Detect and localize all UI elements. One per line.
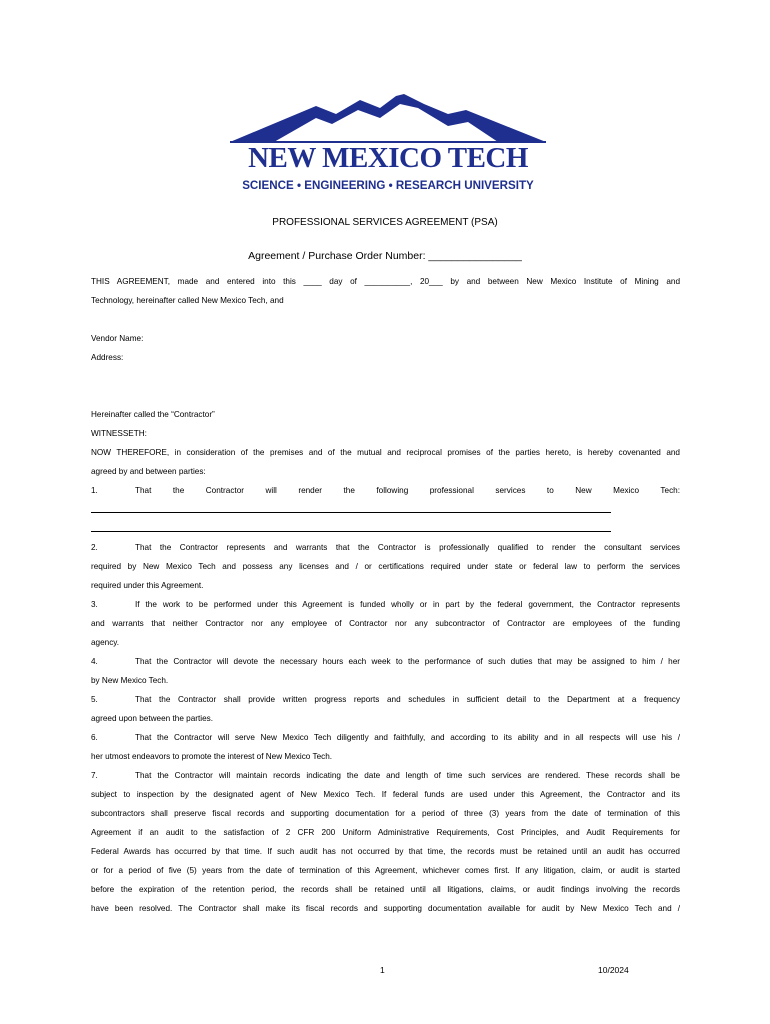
document-title: PROFESSIONAL SERVICES AGREEMENT (PSA) [272,217,498,228]
clause-text: That the Contractor shall provide written progress reports and schedules in sufficient detail to the Department at a frequency [135,695,680,704]
clause-number: 6. [91,733,98,742]
clause-2-line-3: required under this Agreement. [91,581,204,590]
clause-text: That the Contractor will serve New Mexico Tech diligently and faithfully, and according to its ability and in all respects will use his / [135,733,680,742]
hereinafter-line: Hereinafter called the “Contractor” [91,410,215,419]
purchase-order-line: Agreement / Purchase Order Number: ________________ [248,250,522,262]
clause-number: 5. [91,695,98,704]
clause-number: 4. [91,657,98,666]
clause-text: That the Contractor will render the following professional services to New Mexico Tech: [135,486,680,495]
clause-text: If the work to be performed under this Agreement is funded wholly or in part by the federal government, the Contractor represents [135,600,680,609]
logo-wordmark: NEW MEXICO TECH [248,142,528,174]
now-therefore-line-1: NOW THEREFORE, in consideration of the premises and of the mutual and reciprocal promises of the parties hereto, is hereby covenanted and [91,448,680,457]
clause-5 [91,690,680,709]
blank-line [91,512,611,513]
intro-line-1: THIS AGREEMENT, made and entered into this ____ day of __________, 20___ by and between New Mexico Institute of Mining and [91,277,680,286]
logo-tagline: SCIENCE • ENGINEERING • RESEARCH UNIVERSITY [242,179,534,192]
clause-number: 7. [91,771,98,780]
clause-2 [91,538,680,557]
vendor-name-label: Vendor Name: [91,334,144,343]
clause-6 [91,728,680,747]
clause-number: 1. [91,486,98,495]
clause-3 [91,595,680,614]
clause-6-line-2: her utmost endeavors to promote the interest of New Mexico Tech. [91,752,333,761]
intro-line-2: Technology, hereinafter called New Mexico Tech, and [91,296,284,305]
page-number: 1 [380,965,385,975]
clause-text: That the Contractor will maintain records indicating the date and length of time such services are rendered. These records shall be [135,771,680,780]
clause-text: That the Contractor represents and warrants that the Contractor is professionally qualified to render the consultant services [135,543,680,552]
now-therefore-line-2: agreed by and between parties: [91,467,206,476]
clause-7 [91,766,680,785]
witnesseth-heading: WITNESSETH: [91,429,147,438]
clause-7-line-8: have been resolved. The Contractor shall make its fiscal records and supporting documentation available for audit by New Mexico Tech and / [91,904,680,913]
clause-5-line-2: agreed upon between the parties. [91,714,213,723]
clause-7-line-6: or for a period of five (5) years from the date of termination of this Agreement, whichever comes first. If any litigation, claim, or audit is started [91,866,680,875]
revision-date: 10/2024 [598,965,629,975]
clause-7-line-5: Federal Awards has occurred by that time. If such audit has not occurred by that time, the records must be retained until an audit has occurred [91,847,680,856]
nmt-logo [228,92,548,196]
clause-3-line-3: agency. [91,638,120,647]
address-label: Address: [91,353,124,362]
clause-4-line-2: by New Mexico Tech. [91,676,169,685]
clause-7-line-2: subject to inspection by the designated agent of New Mexico Tech. If federal funds are used under this Agreement, the Contractor and its [91,790,680,799]
clause-text: That the Contractor will devote the necessary hours each week to the performance of such duties that may be assigned to him / her [135,657,680,666]
clause-7-line-3: subcontractors shall preserve fiscal records and supporting documentation for a period of three (3) years from the date of termination of this [91,809,680,818]
clause-1 [91,481,680,500]
clause-number: 2. [91,543,98,552]
clause-2-line-2: required by New Mexico Tech and possess any licenses and / or certifications required under state or federal law to perform the services [91,562,680,571]
clause-7-line-4: Agreement if an audit to the satisfaction of 2 CFR 200 Uniform Administrative Requirements, Cost Principles, and Audit Requirements for [91,828,680,837]
clause-7-line-7: before the expiration of the retention period, the records shall be retained until all litigations, claims, or audit findings involving the records [91,885,680,894]
clause-number: 3. [91,600,98,609]
blank-line [91,531,611,532]
clause-4 [91,652,680,671]
clause-3-line-2: and warrants that neither Contractor nor any employee of Contractor nor any subcontractor of Contractor are employees of the funding [91,619,680,628]
